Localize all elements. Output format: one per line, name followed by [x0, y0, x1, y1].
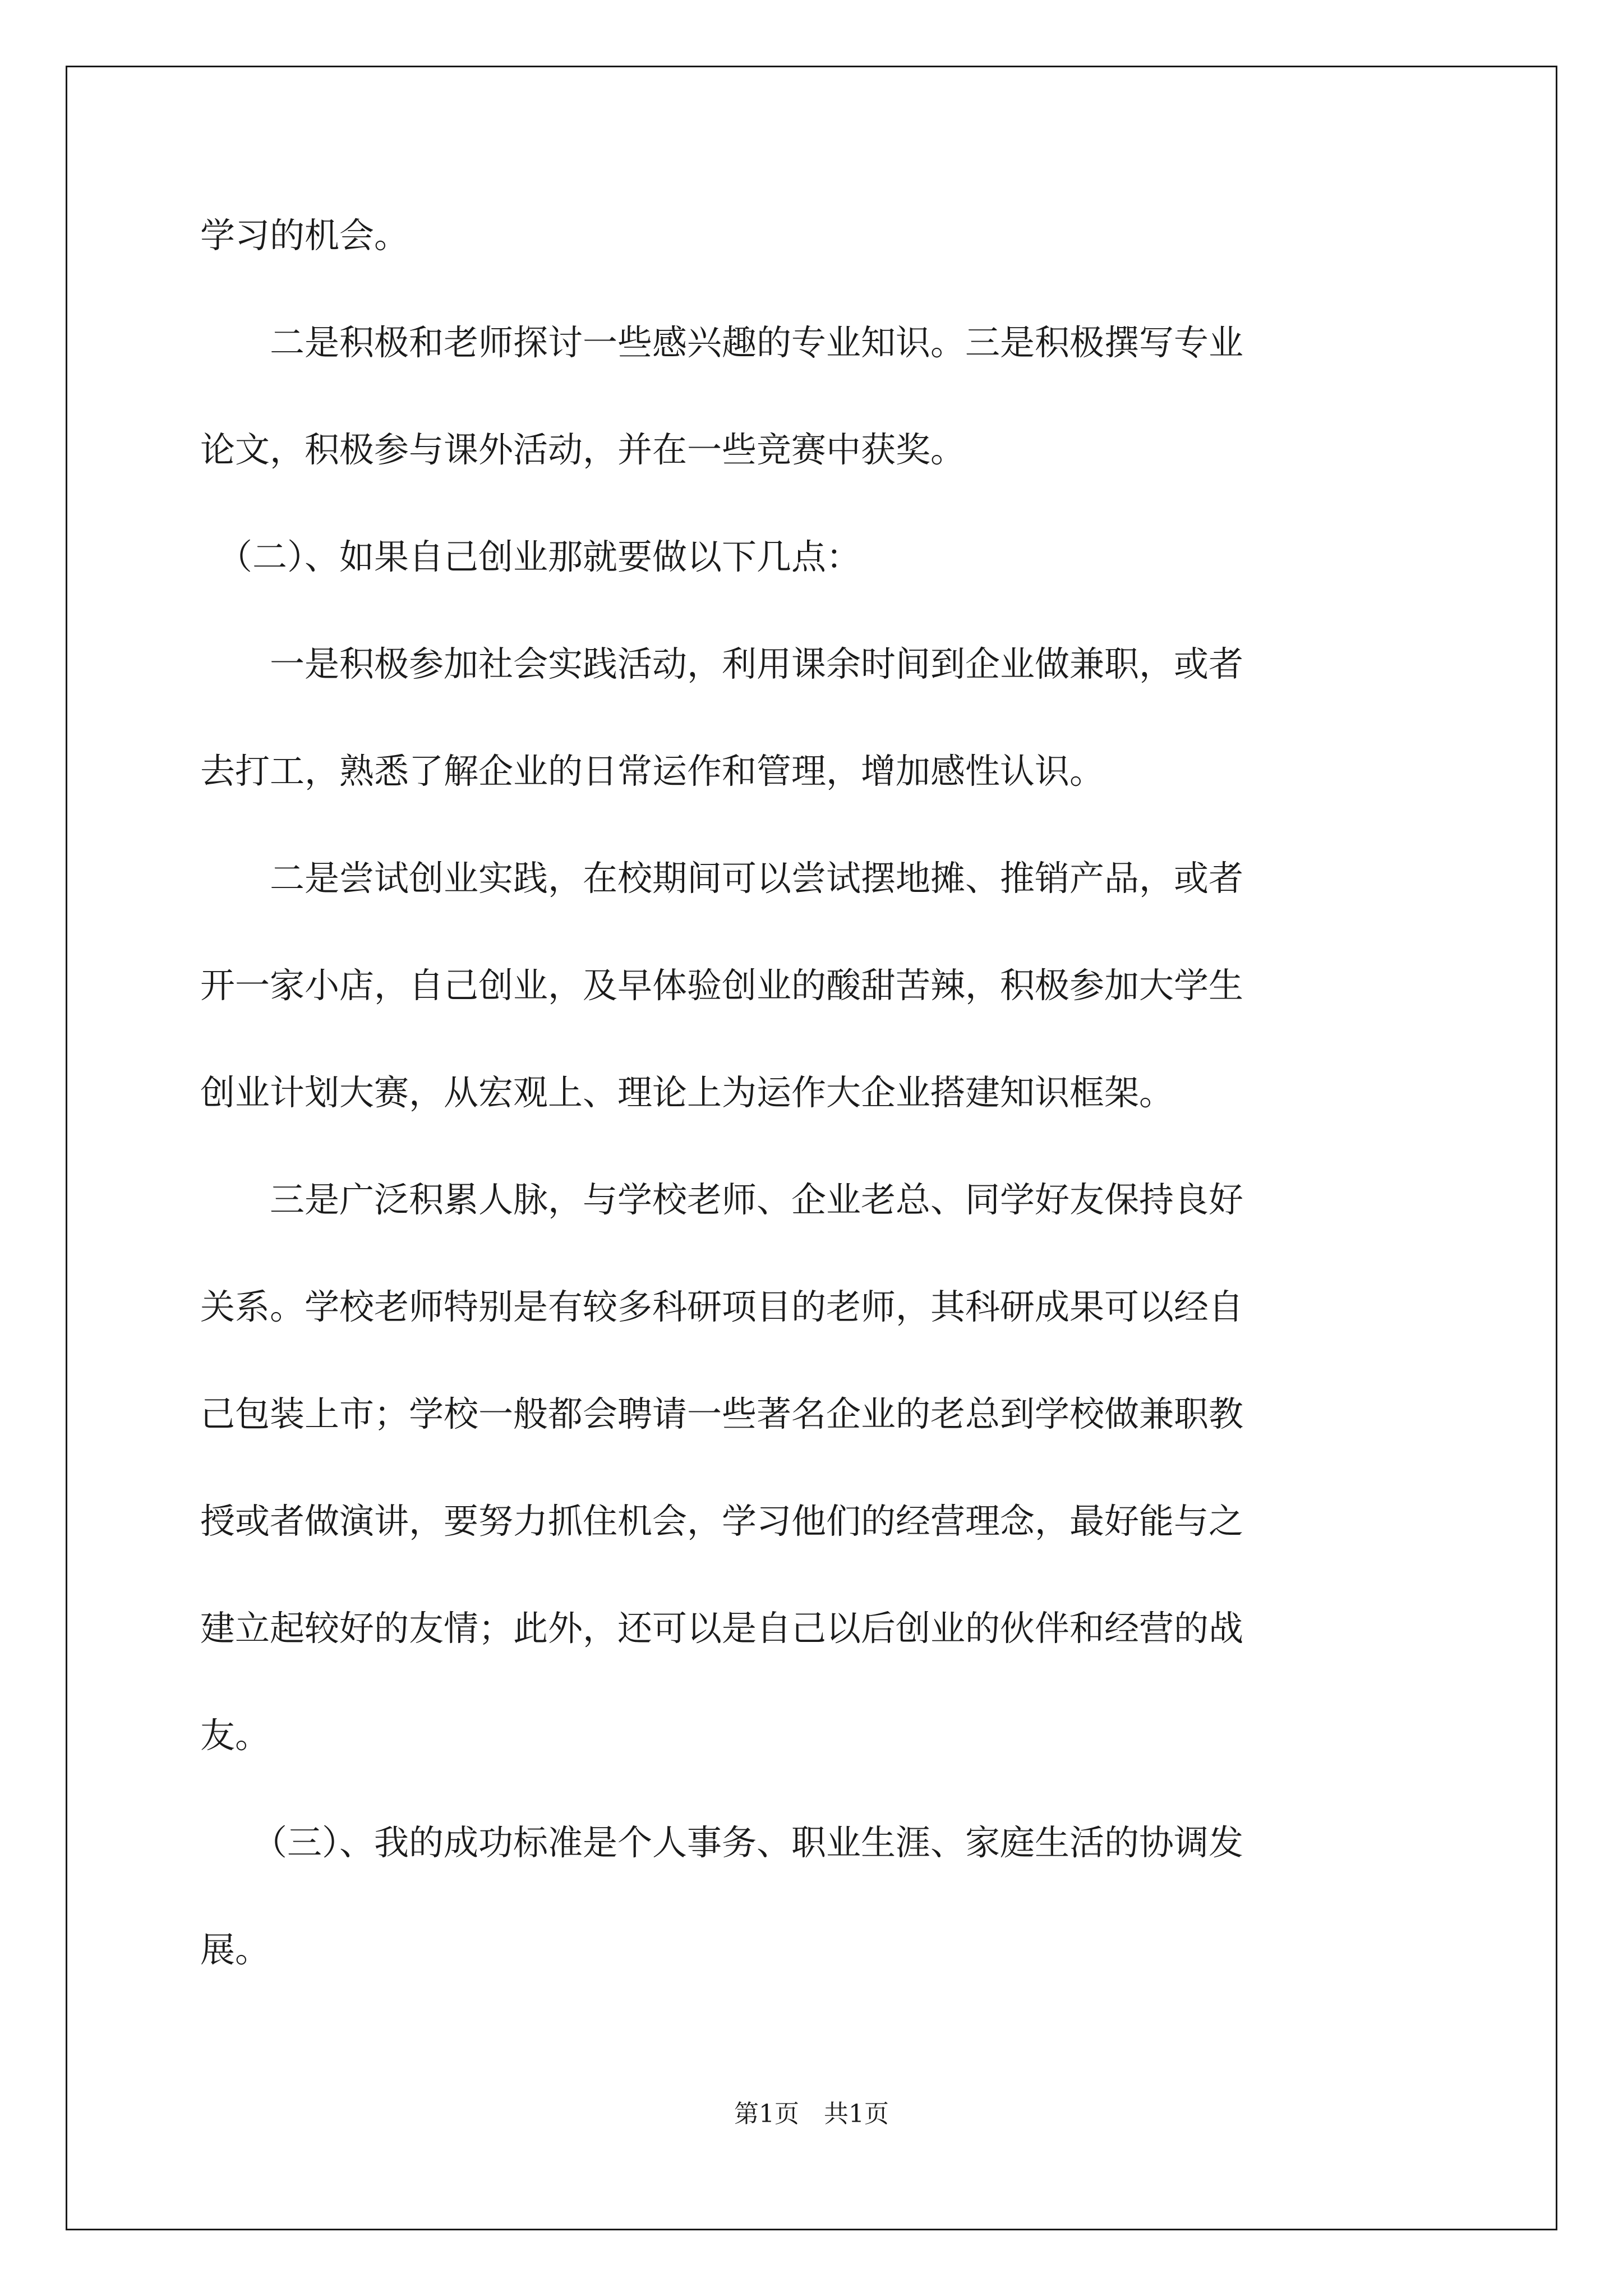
- text-line: 关系。学校老师特别是有较多科研项目的老师，其科研成果可以经自: [200, 1286, 1244, 1327]
- text-line: （三）、我的成功标准是个人事务、职业生涯、家庭生活的协调发: [200, 1822, 1244, 1863]
- text-line: 一是积极参加社会实践活动，利用课余时间到企业做兼职，或者: [200, 643, 1244, 684]
- text-line: （二）、如果自己创业那就要做以下几点：: [200, 536, 861, 577]
- page-border: [66, 66, 1557, 2230]
- text-line: 授或者做演讲，要努力抓住机会，学习他们的经营理念，最好能与之: [200, 1501, 1244, 1542]
- text-line: 学习的机会。: [200, 215, 409, 256]
- text-line: 创业计划大赛，从宏观上、理论上为运作大企业搭建知识框架。: [200, 1072, 1174, 1113]
- text-line: 三是广泛积累人脉，与学校老师、企业老总、同学好友保持良好: [200, 1179, 1244, 1220]
- text-line: 论文，积极参与课外活动，并在一些竞赛中获奖。: [200, 429, 966, 470]
- page-number-footer: 第1页 共1页: [734, 2100, 889, 2128]
- text-line: 展。: [200, 1929, 270, 1970]
- text-line: 开一家小店，自己创业，及早体验创业的酸甜苦辣，积极参加大学生: [200, 965, 1244, 1006]
- text-line: 二是尝试创业实践，在校期间可以尝试摆地摊、推销产品，或者: [200, 858, 1244, 899]
- text-line: 建立起较好的友情；此外，还可以是自己以后创业的伙伴和经营的战: [200, 1608, 1244, 1649]
- text-line: 己包装上市；学校一般都会聘请一些著名企业的老总到学校做兼职教: [200, 1393, 1244, 1434]
- text-line: 二是积极和老师探讨一些感兴趣的专业知识。三是积极撰写专业: [200, 322, 1244, 363]
- text-line: 友。: [200, 1715, 270, 1756]
- text-line: 去打工，熟悉了解企业的日常运作和管理，增加感性认识。: [200, 751, 1105, 792]
